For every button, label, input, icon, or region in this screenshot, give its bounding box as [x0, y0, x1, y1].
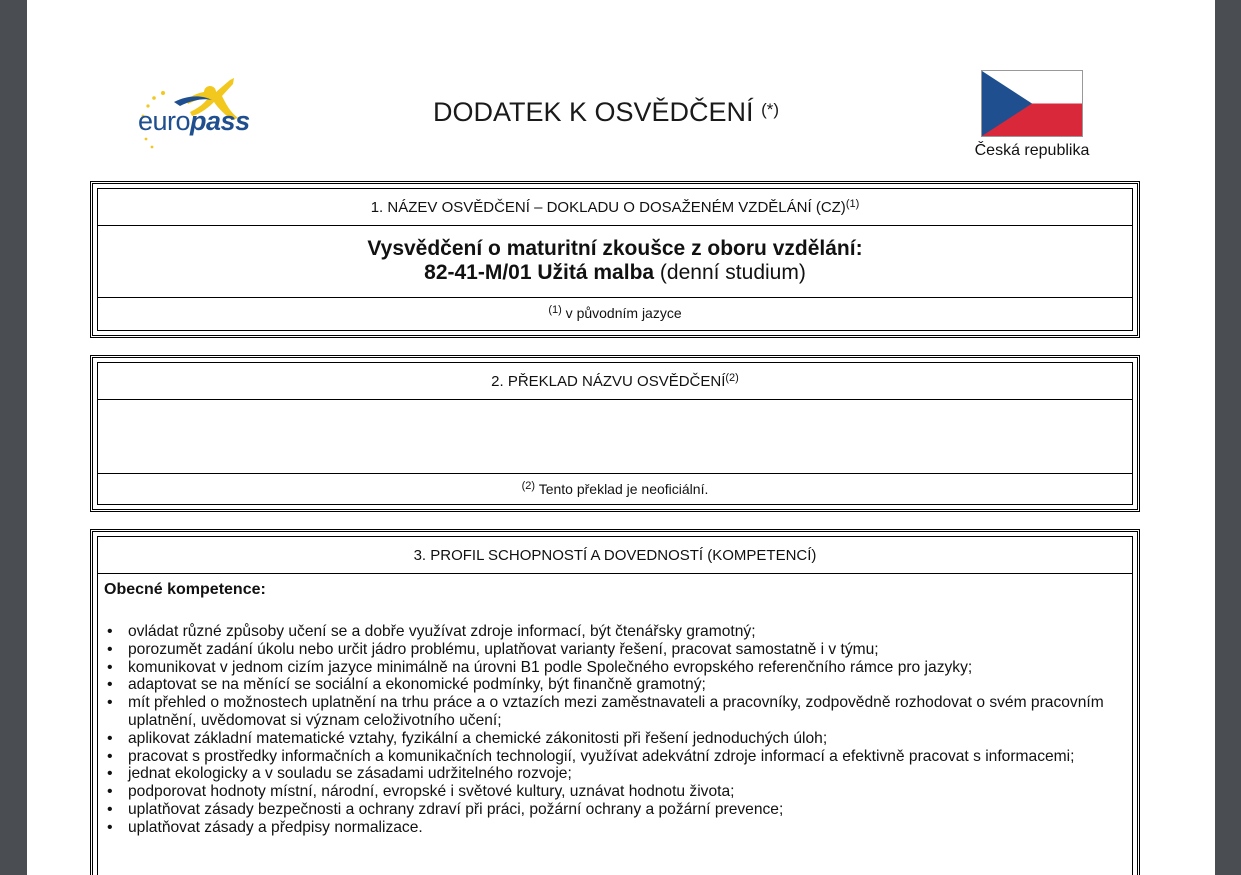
general-competences-heading: Obecné kompetence:	[104, 581, 266, 598]
title-footnote-mark: (*)	[761, 100, 780, 119]
list-item: • aplikovat základní matematické vztahy, fyzikální a chemické zákonitosti při řešení jednoduchých úloh;	[98, 730, 1128, 748]
competence-list	[98, 623, 1128, 837]
list-item: • komunikovat v jednom cizím jazyce minimálně na úrovni B1 podle Společného evropského referenčního rámce pro jazyky;	[98, 659, 1128, 677]
list-item: • pracovat s prostředky informačních a komunikačních technologií, využívat adekvátní zdroje informací a efektivně pracovat s informacemi;	[98, 748, 1128, 766]
section-certificate-name	[90, 181, 1140, 338]
section-translation	[90, 355, 1140, 512]
country-label: Česká republika	[974, 142, 1090, 159]
section2-heading: 2. PŘEKLAD NÁZVU OSVĚDČENÍ$^{(2)}$	[491, 372, 739, 390]
list-item: • adaptovat se na měnící se sociální a ekonomické podmínky, být finančně gramotný;	[98, 676, 1128, 694]
list-item: • porozumět zadání úkolu nebo určit jádro problému, uplatňovat varianty řešení, pracovat samostatně i v týmu;	[98, 641, 1128, 659]
certificate-name-line1: Vysvědčení o maturitní zkoušce z oboru vzdělání:	[367, 237, 863, 260]
section-competences	[90, 529, 1140, 875]
section1-heading: 1. NÁZEV OSVĚDČENÍ – DOKLADU O DOSAŽENÉM VZDĚLÁNÍ (CZ)$^{(1)}$	[370, 198, 860, 216]
list-item: • uplatňovat zásady a předpisy normalizace.	[98, 819, 1128, 837]
list-item: • podporovat hodnoty místní, národní, evropské i světové kultury, uznávat hodnotu života;	[98, 783, 1128, 801]
section3-heading: 3. PROFIL SCHOPNOSTÍ A DOVEDNOSTÍ (KOMPETENCÍ)	[413, 547, 817, 564]
certificate-name-line2: 82-41-M/01 Užitá malba (denní studium)	[424, 261, 806, 284]
europass-wordmark: europass	[138, 106, 250, 136]
list-item: • ovládat různé způsoby učení se a dobře využívat zdroje informací, být čtenářsky gramotný;	[98, 623, 1128, 641]
document-page	[27, 0, 1215, 875]
document-title: DODATEK K OSVĚDČENÍ (*)	[433, 97, 780, 127]
list-item: • jednat ekologicky a v souladu se zásadami udržitelného rozvoje;	[98, 765, 1128, 783]
section2-note: $^{(2)}$ Tento překlad je neoficiální.	[521, 480, 709, 497]
section1-note: $^{(1)}$ v původním jazyce	[548, 304, 682, 321]
list-item: • mít přehled o možnostech uplatnění na trhu práce a o vztazích mezi zaměstnavateli a pracovníky, zodpovědně rozhodovat o svém pracovním uplatnění, uvědomovat si význam celoživotního učení;	[98, 694, 1128, 730]
list-item: • uplatňovat zásady bezpečnosti a ochrany zdraví při práci, požární ochrany a požární prevence;	[98, 801, 1128, 819]
czech-flag-icon	[981, 70, 1083, 137]
